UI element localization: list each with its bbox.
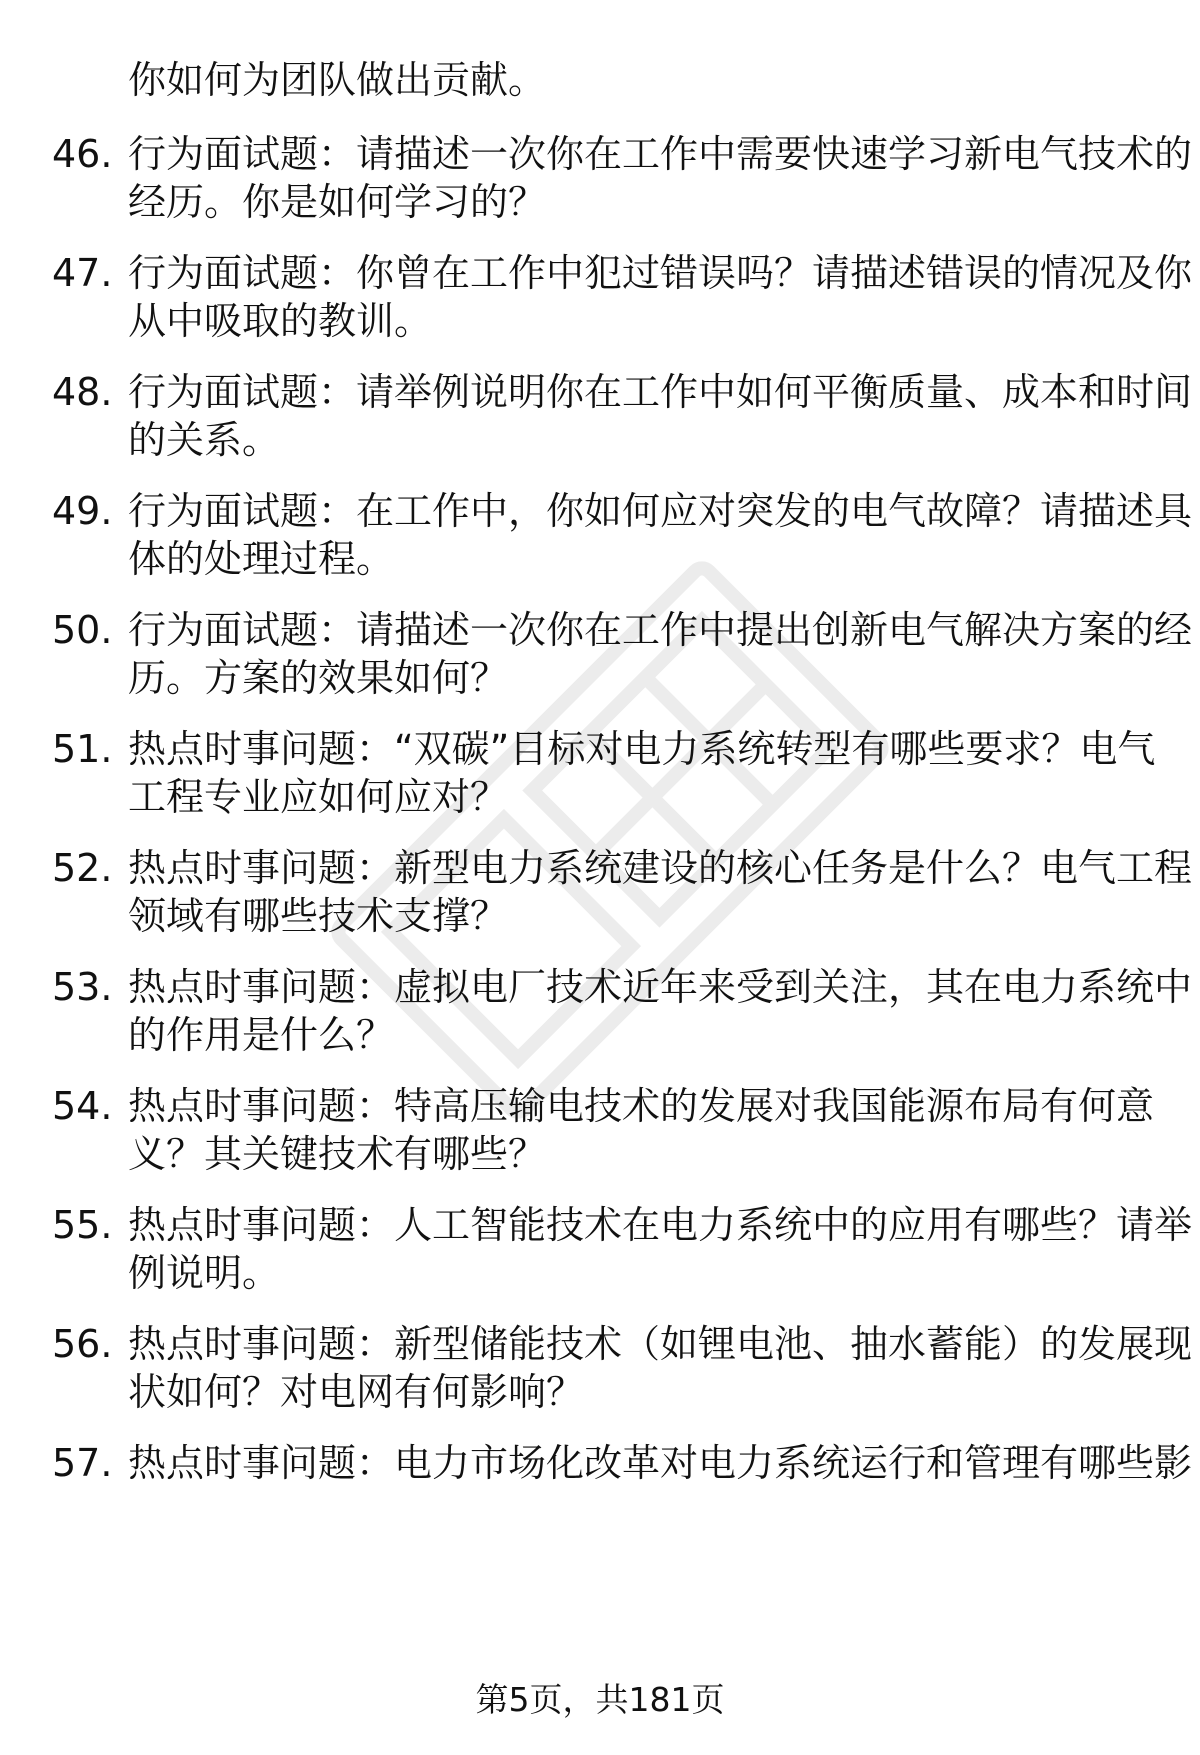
question-text-line: 状如何？对电网有何影响？ xyxy=(128,1370,585,1414)
question-text-line: 行为面试题：请描述一次你在工作中提出创新电气解决方案的经 xyxy=(128,608,1193,652)
question-text-line: 行为面试题：在工作中，你如何应对突发的电气故障？请描述具 xyxy=(128,489,1193,533)
question-number: 50. xyxy=(52,608,113,652)
question-text-line: 体的处理过程。 xyxy=(128,537,395,581)
question-number: 49. xyxy=(52,489,113,533)
question-text-line: 工程专业应如何应对？ xyxy=(128,775,509,819)
question-text-line: 例说明。 xyxy=(128,1251,281,1295)
question-number: 56. xyxy=(52,1322,113,1366)
question-text-line: 热点时事问题：新型储能技术（如锂电池、抽水蓄能）的发展现 xyxy=(128,1322,1193,1366)
question-text-line: 的关系。 xyxy=(128,418,281,462)
question-text-line: 行为面试题：你曾在工作中犯过错误吗？请描述错误的情况及你 xyxy=(128,251,1193,295)
page-footer: 第5页，共181页 xyxy=(475,1680,725,1719)
question-text-line: 的作用是什么？ xyxy=(128,1013,395,1057)
question-number: 52. xyxy=(52,846,113,890)
question-text-line: 热点时事问题：新型电力系统建设的核心任务是什么？电气工程 xyxy=(128,846,1193,890)
continuation-line: 你如何为团队做出贡献。 xyxy=(128,58,547,102)
question-number: 57. xyxy=(52,1441,113,1485)
question-text-line: 热点时事问题：“双碳”目标对电力系统转型有哪些要求？电气 xyxy=(128,727,1156,771)
question-text-line: 热点时事问题：人工智能技术在电力系统中的应用有哪些？请举 xyxy=(128,1203,1193,1247)
question-text-line: 从中吸取的教训。 xyxy=(128,299,433,343)
question-text-line: 历。方案的效果如何？ xyxy=(128,656,509,700)
question-number: 53. xyxy=(52,965,113,1009)
question-text-line: 热点时事问题：虚拟电厂技术近年来受到关注，其在电力系统中 xyxy=(128,965,1193,1009)
question-number: 54. xyxy=(52,1084,113,1128)
question-text-line: 行为面试题：请描述一次你在工作中需要快速学习新电气技术的 xyxy=(128,132,1193,176)
question-text-line: 热点时事问题：特高压输电技术的发展对我国能源布局有何意 xyxy=(128,1084,1155,1128)
question-number: 51. xyxy=(52,727,113,771)
question-number: 47. xyxy=(52,251,113,295)
question-number: 55. xyxy=(52,1203,113,1247)
question-number: 46. xyxy=(52,132,113,176)
question-number: 48. xyxy=(52,370,113,414)
question-text-line: 领域有哪些技术支撑？ xyxy=(128,894,509,938)
question-text-line: 义？其关键技术有哪些？ xyxy=(128,1132,547,1176)
question-text-line: 热点时事问题：电力市场化改革对电力系统运行和管理有哪些影 xyxy=(128,1441,1193,1485)
question-text-line: 行为面试题：请举例说明你在工作中如何平衡质量、成本和时间 xyxy=(128,370,1193,414)
question-text-line: 经历。你是如何学习的？ xyxy=(128,180,547,224)
